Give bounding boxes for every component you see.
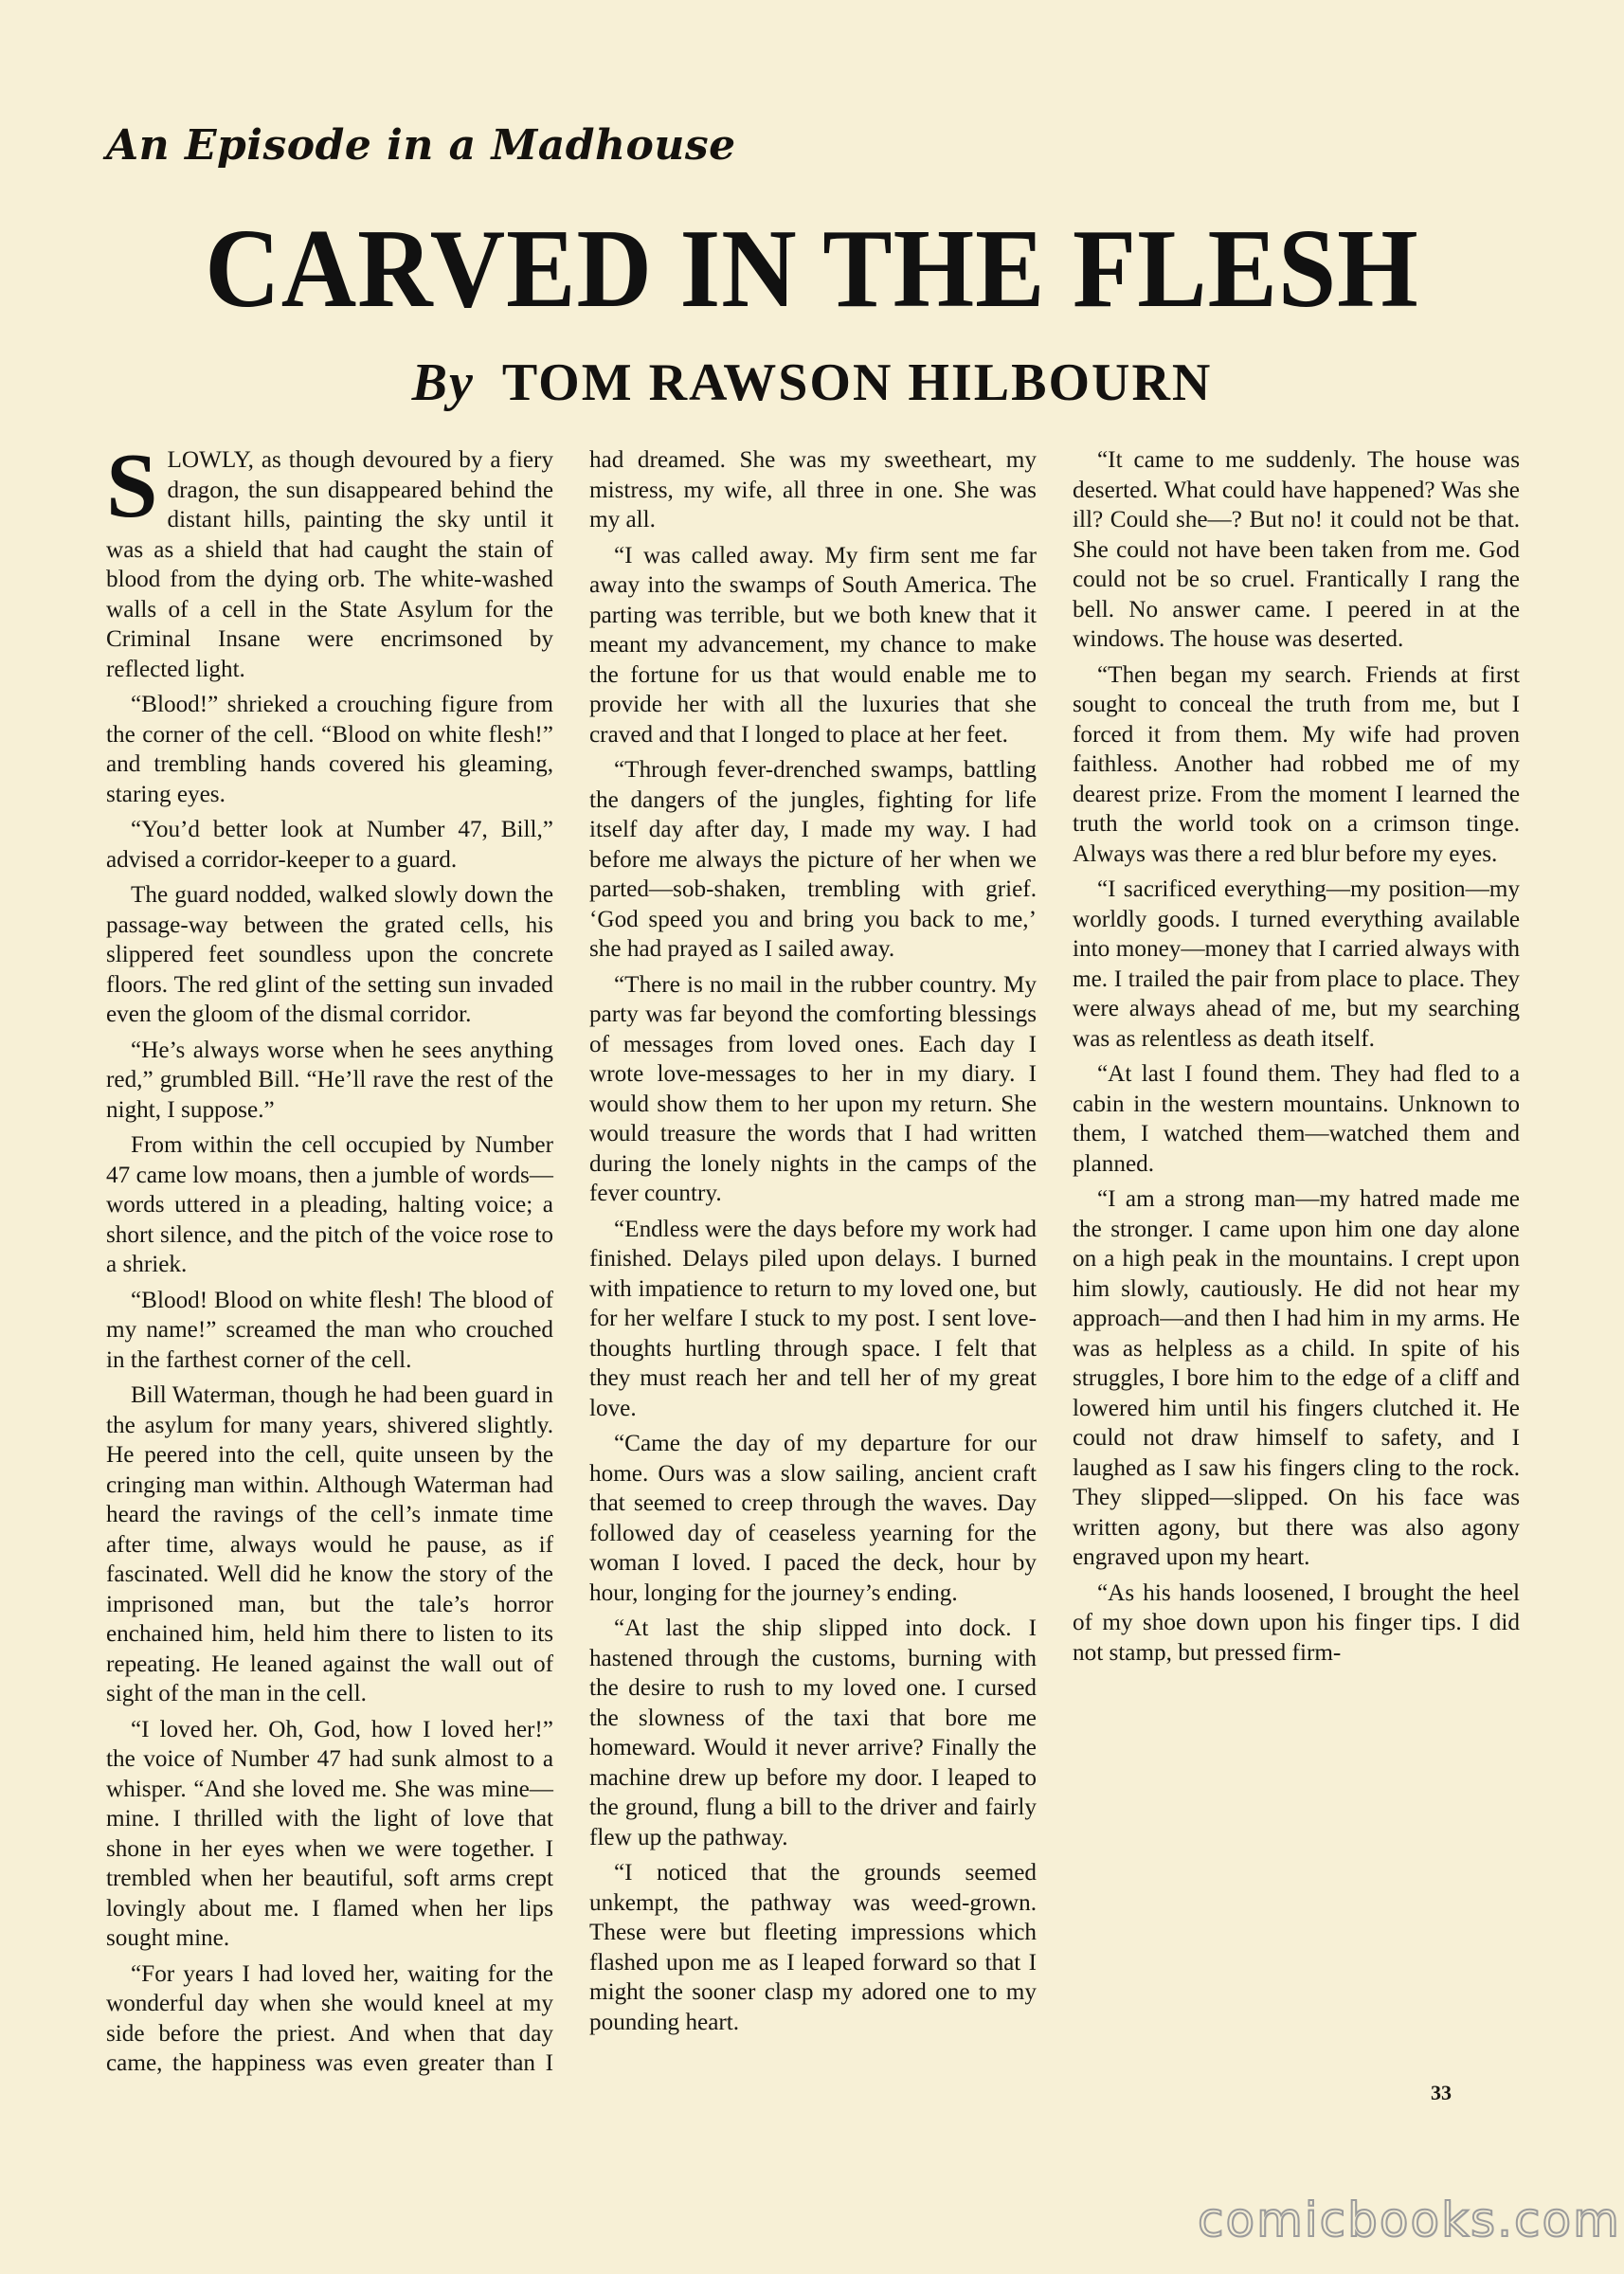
paragraph: “Blood! Blood on white flesh! The blood of my name!” screamed the man who crouched in the farthest corner of the cell. (106, 1287, 553, 1373)
paragraph: “I sacrificed everything—my position—my worldly goods. I turned everything available into money—money that I carried always with me. I trailed the pair from place to place. They were always ahead of me, but my searching was as relentless as death itself. (1073, 876, 1520, 1052)
paragraph: “It came to me suddenly. The house was deserted. What could have happened? Was she ill? Could she—? But no! it could not be that. She could not have been taken from me. God could not be so cruel. Frantically I rang the bell. No answer came. I peered in at the windows. The house was deserted. (1073, 447, 1520, 652)
byline-prefix: By (411, 353, 475, 412)
paragraph: “He’s always worse when he sees anything red,” grumbled Bill. “He’ll rave the rest of the night, I suppose.” (106, 1037, 553, 1123)
paragraph-text: LOWLY, as though devoured by a fiery dragon, the sun disappeared behind the distant hills, painting the sky until it was as a shield that had caught the stain of blood from the dying orb. The white-washed walls of a cell in the State Asylum for the Criminal Insane were encrimsoned by reflected light. (106, 447, 553, 682)
paragraph: “Blood!” shrieked a crouching figure from the corner of the cell. “Blood on white flesh!” and trembling hands covered his gleaming, staring eyes. (106, 692, 553, 807)
paragraph: The guard nodded, walked slowly down the passage-way between the grated cells, his slippered feet soundless upon the concrete floors. The red glint of the setting sun invaded even the gloom of the dismal corridor. (106, 882, 553, 1027)
paragraph: “I was called away. My firm sent me far away into the swamps of South America. The parting was terrible, but we both knew that it meant my advancement, my chance to make the fortune for us that would enable me to provide her with all the luxuries that she craved and that I longed to place at her feet. (589, 542, 1037, 748)
paragraph: “At last I found them. They had fled to a cabin in the western mountains. Unknown to them, I watched them—watched them and planned. (1073, 1061, 1520, 1177)
paragraph: “Came the day of my departure for our home. Ours was a slow sailing, ancient craft that seemed to creep through the waves. Day followed day of ceaseless yearning for the woman I loved. I paced the deck, hour by hour, longing for the journey’s ending. (589, 1431, 1037, 1606)
paragraph: “As his hands loosened, I brought the heel of my shoe down upon his finger tips. I did not stamp, but pressed firm- (1073, 1579, 1520, 1666)
story-title: CARVED IN THE FLESH (205, 206, 1419, 331)
paragraph: “I am a strong man—my hatred made me the stronger. I came upon him one day alone on a high peak in the mountains. I crept upon him slowly, cautiously. He did not hear my approach—and then I had him in my arms. He was as helpless as a child. In spite of his struggles, I bore him to the edge of a cliff and lowered him until his fingers clutched it. He could not draw himself to safety, and I laughed as I saw his fingers cling to the rock. They slipped—slipped. On his face was written agony, but there was also agony engraved upon my heart. (1073, 1186, 1520, 1570)
paragraph (106, 435, 553, 684)
byline-author: TOM RAWSON HILBOURN (501, 353, 1213, 412)
byline (0, 352, 1624, 413)
drop-cap: S (106, 435, 158, 537)
paragraph: “Then began my search. Friends at first sought to conceal the truth from me, but I forced it from them. My wife had proven faithless. Another had robbed me of my dearest prize. From the moment I learned the truth the world took on a crimson tinge. Always was there a red blur before my eyes. (1073, 661, 1520, 867)
kicker-heading: An Episode in a Madhouse (106, 121, 736, 170)
paragraph: “For years I had loved her, waiting for the wonderful day when she would kneel at my side before the priest. And when that day came, the happiness was even greater than I had dreamed. She was my sweetheart, my mistress, my wife, all three in one. She was my all. (106, 447, 1037, 2076)
page-number: 33 (1431, 2081, 1452, 2104)
paragraph: “I loved her. Oh, God, how I loved her!” the voice of Number 47 had sunk almost to a whisper. “And she loved me. She was mine—mine. I thrilled with the light of love that shone in her eyes when we were together. I trembled when her beautiful, soft arms crept lovingly about me. I flamed when her lips sought mine. (106, 1716, 553, 1951)
paragraph: “Through fever-drenched swamps, battling the dangers of the jungles, fighting for life itself day after day, I made my way. I had before me always the picture of her when we parted—sob-shaken, trembling with grief. ‘God speed you and bring you back to me,’ she had prayed as I sailed away. (589, 757, 1037, 962)
paragraph: “Endless were the days before my work had finished. Delays piled upon delays. I burned with impatience to return to my loved one, but for her welfare I stuck to my post. I sent love-thoughts hurtling through space. I felt that they must reach her and tell her of my great love. (589, 1216, 1037, 1421)
site-watermark: comicbooks.com (1198, 2193, 1621, 2247)
paragraph: “At last the ship slipped into dock. I hastened through the customs, burning with the desire to rush to my loved one. I cursed the slowness of the taxi that bore me homeward. Would it never arrive? Finally the machine drew up before my door. I leaped to the ground, flung a bill to the driver and fairly flew up the pathway. (589, 1615, 1037, 1850)
paragraph: From within the cell occupied by Number 47 came low moans, then a jumble of words—words uttered in a pleading, halting voice; a short silence, and the pitch of the voice rose to a shriek. (106, 1132, 553, 1277)
story-body (106, 435, 1520, 2099)
paragraph: “You’d better look at Number 47, Bill,” advised a corridor-keeper to a guard. (106, 817, 553, 873)
paragraph: “I noticed that the grounds seemed unkempt, the pathway was weed-grown. These were but fleeting impressions which flashed upon me as I leaped forward so that I might the sooner clasp my adored one to my pounding heart. (589, 1860, 1037, 2035)
paragraph: “There is no mail in the rubber country. My party was far beyond the comforting blessings of messages from loved ones. Each day I wrote love-messages to her in my diary. I would show them to her upon my return. She would treasure the words that I had written during the lonely nights in the camps of the fever country. (589, 971, 1037, 1206)
paragraph: Bill Waterman, though he had been guard in the asylum for many years, shivered slightly. He peered into the cell, quite unseen by the cringing man within. Although Waterman had heard the ravings of the cell’s inmate time after time, always would he pause, as if fascinated. Well did he know the story of the imprisoned man, but the tale’s horror enchained him, held him there to listen to its repeating. He leaned against the wall out of sight of the man in the cell. (106, 1382, 553, 1706)
